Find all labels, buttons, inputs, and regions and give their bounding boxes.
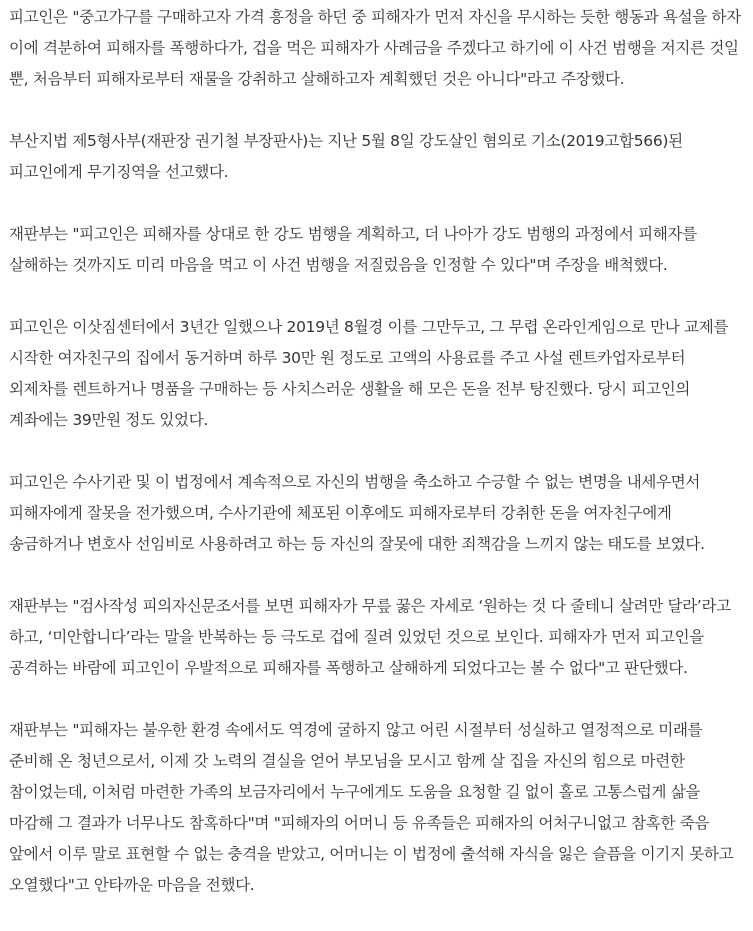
paragraph-court-victim-statement: 재판부는 "피해자는 불우한 환경 속에서도 역경에 굴하지 않고 어린 시절부터 성실하고 열정적으로 미래를 준비해 온 청년으로서, 이제 갓 노력의 결실을 얻어 부모님을 모시고 함께 살 집을 자신의 힘으로 마련한 참이었는데, 이처럼 마련한 가족의 보금자리에서 누구에게도 도움을 요청할 길 없이 홀로 고통스럽게 삶을 마감해 그 결과가 너무나도 참혹하다"며 "피해자의 어머니 등 유족들은 피해자의 어처구니없고 참혹한 죽음 앞에서 이루 말로 표현할 수 없는 충격을 받았고, 어머니는 이 법정에 출석해 자식을 잃은 슬픔을 이기지 못하고 오열했다"고 안타까운 마음을 전했다. [9,721,734,894]
paragraph-sentence: 부산지법 제5형사부(재판장 권기철 부장판사)는 지난 5월 8일 강도살인 혐의로 기소(2019고합566)된 피고인에게 무기징역을 선고했다. [9,132,683,181]
paragraph-court-judgment: 재판부는 "검사작성 피의자신문조서를 보면 피해자가 무릎 꿇은 자세로 ‘원하는 것 다 줄테니 살려만 달라’라고 하고, ‘미안합니다’라는 말을 반복하는 등 극도로 겁에 질려 있었던 것으로 보인다. 피해자가 먼저 피고인을 공격하는 바람에 피고인이 우발적으로 피해자를 폭행하고 살해하게 되었다고는 볼 수 없다"고 판단했다. [9,597,731,677]
paragraph-defendant-claim: 피고인은 "중고가구를 구매하고자 가격 흥정을 하던 중 피해자가 먼저 자신을 무시하는 듯한 행동과 욕설을 하자 이에 격분하여 피해자를 폭행하다가, 겁을 먹은 피해자가 사례금을 주겠다고 하기에 이 사건 범행을 저지른 것일 뿐, 처음부터 피해자로부터 재물을 강취하고 살해하고자 계획했던 것은 아니다"라고 주장했다. [9,8,741,88]
paragraph-defendant-attitude: 피고인은 수사기관 및 이 법정에서 계속적으로 자신의 범행을 축소하고 수긍할 수 없는 변명을 내세우면서 피해자에게 잘못을 전가했으며, 수사기관에 체포된 이후에도 피해자로부터 강취한 돈을 여자친구에게 송금하거나 변호사 선임비로 사용하려고 하는 등 자신의 잘못에 대한 죄책감을 느끼지 않는 태도를 보였다. [9,473,705,553]
paragraph-defendant-background: 피고인은 이삿짐센터에서 3년간 일했으나 2019년 8월경 이를 그만두고, 그 무렵 온라인게임으로 만나 교제를 시작한 여자친구의 집에서 동거하며 하루 30만 원 정도로 고액의 사용료를 주고 사설 렌트카업자로부터 외제차를 렌트하거나 명품을 구매하는 등 사치스러운 생활을 해 모은 돈을 전부 탕진했다. 당시 피고인의 계좌에는 39만원 정도 있었다. [9,318,729,429]
article-body [9,2,745,901]
paragraph-court-rejection: 재판부는 "피고인은 피해자를 상대로 한 강도 범행을 계획하고, 더 나아가 강도 범행의 과정에서 피해자를 살해하는 것까지도 미리 마음을 먹고 이 사건 범행을 저질렀음을 인정할 수 있다"며 주장을 배척했다. [9,225,697,274]
